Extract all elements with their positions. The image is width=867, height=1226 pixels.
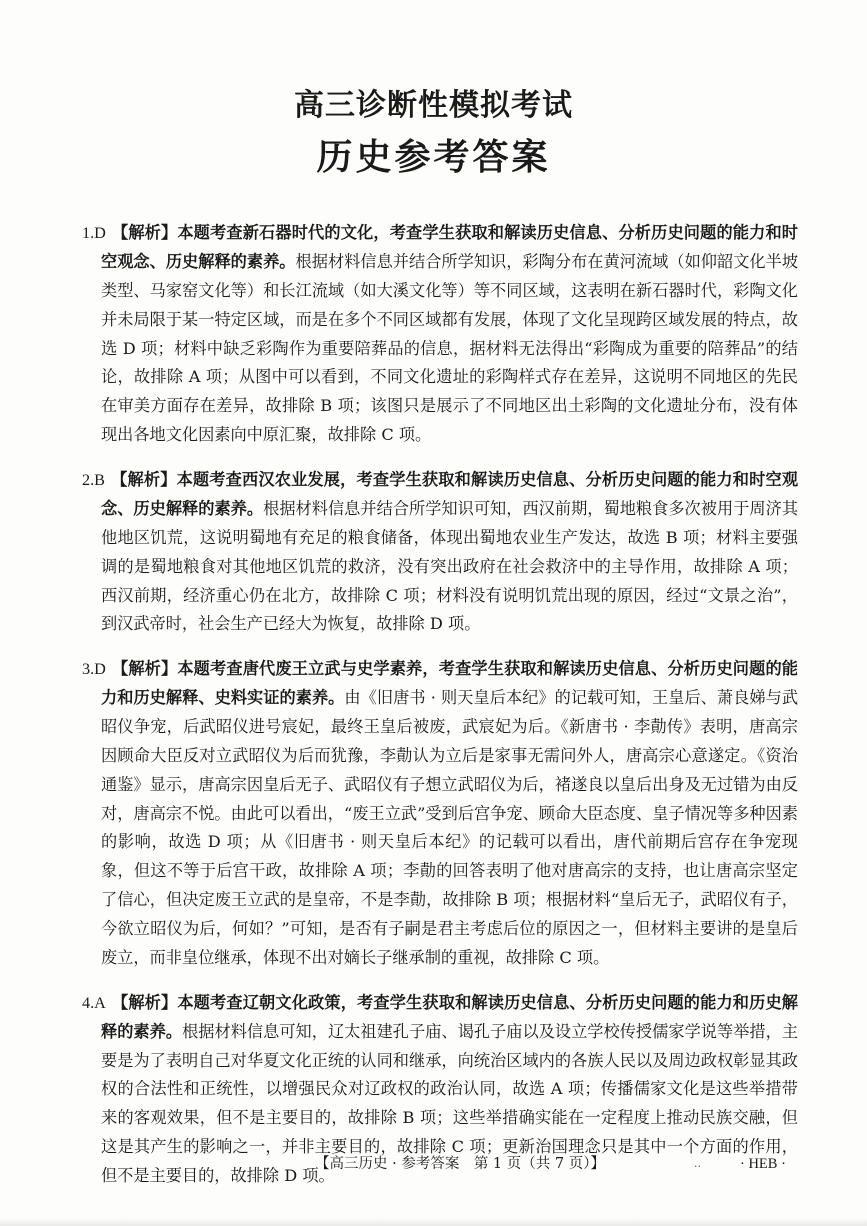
answer-title: 历史参考答案 xyxy=(316,136,551,178)
answer-item-1 xyxy=(82,219,799,450)
exam-title: 高三诊断性模拟考试 xyxy=(294,88,573,123)
footer-page-info: 【高三历史 · 参考答案 第 1 页（共 7 页）】 xyxy=(315,1156,605,1172)
item-answer: A xyxy=(94,993,106,1012)
item-answer: D xyxy=(94,224,106,243)
footer-code: · HEB · xyxy=(740,1156,786,1172)
item-explanation: 根据材料信息并结合所学知识，彩陶分布在黄河流域（如仰韶文化半坡类型、马家窑文化等）和长江流域（如大溪文化等）等不同区域，这表明在新石器时代，彩陶文化并未局限于某一特定区域，而是在多个不同区域都有发展，体现了文化呈现跨区域发展的特点，故选 D 项；材料中缺乏彩陶作为重要陪葬品的信息，据材料无法得出“彩陶成为重要的陪葬品”的结论，故排除 A 项；从图中可以看到，不同文化遗址的彩陶样式存在差异，这说明不同地区的先民在审美方面存在差异，故排除 B 项；该图只是展示了不同地区出土彩陶的文化遗址分布，没有体现出各地文化因素向中原汇聚，故排除 C 项。 xyxy=(101,252,799,445)
scan-edge-shadow xyxy=(0,1218,867,1226)
answer-list xyxy=(82,203,798,1191)
item-explanation: 根据材料信息并结合所学知识可知，西汉前期，蜀地粮食多次被用于周济其他地区饥荒，这说明蜀地有充足的粮食储备，体现出蜀地农业生产发达，故选 B 项；材料主要强调的是蜀地粮食对其他地区饥荒的救济，没有突出政府在社会救济中的主导作用，故排除 A 项；西汉前期，经济重心仍在北方，故排除 C 项；材料没有说明饥荒出现的原因，经过“文景之治”，到汉武帝时，社会生产已经大为恢复，故排除 D 项。 xyxy=(101,498,799,634)
footer-dots: .. xyxy=(694,1157,701,1170)
item-focus: 本题考查新石器时代的文化，考查学生获取和解读历史信息、分析历史问题的能力和时空观念、历史解释的素养。 xyxy=(101,223,798,272)
item-answer: B xyxy=(94,471,105,490)
analysis-tag: 【解析】 xyxy=(111,659,178,679)
analysis-tag: 【解析】 xyxy=(111,992,178,1012)
item-number: 4. xyxy=(82,993,95,1012)
item-number: 1. xyxy=(82,224,95,243)
item-focus: 本题考查西汉农业发展，考查学生获取和解读历史信息、分析历史问题的能力和时空观念、历史解释的素养。 xyxy=(101,470,799,518)
item-explanation: 根据材料信息可知，辽太祖建孔子庙、谒孔子庙以及设立学校传授儒家学说等举措，主要是为了表明自己对华夏文化正统的认同和继承，向统治区域内的各族人民以及周边政权彰显其政权的合法性和正统性，以增强民众对辽政权的政治认同，故选 A 项；传播儒家文化是这些举措带来的客观效果，但不是主要目的，故排除 B 项；这些举措确实能在一定程度上推动民族交融，但这是其产生的影响之一，并非主要目的，故排除 C 项；更新治国理念只是其中一个方面的作用，但不是主要目的，故排除 D 项。 xyxy=(101,1021,799,1185)
answer-item-3 xyxy=(82,655,799,972)
answer-item-2 xyxy=(82,466,799,639)
item-answer: D xyxy=(94,660,106,679)
analysis-tag: 【解析】 xyxy=(111,223,178,243)
page-footer xyxy=(0,1153,867,1175)
item-number: 2. xyxy=(82,471,95,490)
item-explanation: 由《旧唐书 · 则天皇后本纪》的记载可知，王皇后、萧良娣与武昭仪争宠，后武昭仪进号宸妃，最终王皇后被废，武宸妃为后。《新唐书 · 李勣传》表明，唐高宗因顾命大臣反对立武昭仪为后而犹豫，李勣认为立后是家事无需问外人，唐高宗心意遂定。《资治通鉴》显示，唐高宗因皇后无子、武昭仪有子想立武昭仪为后，褚遂良以皇后出身及无过错为由反对，唐高宗不悦。由此可以看出，“废王立武”受到后宫争宠、顾命大臣态度、皇子情况等多种因素的影响，故选 D 项；从《旧唐书 · 则天皇后本纪》的记载可以看出，唐代前期后宫存在争宠现象，但这不等于后宫干政，故排除 A 项；李勣的回答表明了他对唐高宗的支持，也让唐高宗坚定了信心，但决定废王立武的是皇帝，不是李勣，故排除 B 项；根据材料“皇后无子，武昭仪有子，今欲立昭仪为后，何如？”可知，是否有子嗣是君主考虑后位的原因之一，但材料主要讲的是皇后废立，而非皇位继承，体现不出对嫡长子继承制的重视，故排除 C 项。 xyxy=(101,688,799,967)
item-focus: 本题考查辽朝文化政策，考查学生获取和解读历史信息、分析历史问题的能力和历史解释的素养。 xyxy=(101,992,798,1041)
analysis-tag: 【解析】 xyxy=(110,470,177,490)
item-focus: 本题考查唐代废王立武与史学素养，考查学生获取和解读历史信息、分析历史问题的能力和历史解释、史料实证的素养。 xyxy=(101,659,798,708)
item-number: 3. xyxy=(82,660,95,679)
